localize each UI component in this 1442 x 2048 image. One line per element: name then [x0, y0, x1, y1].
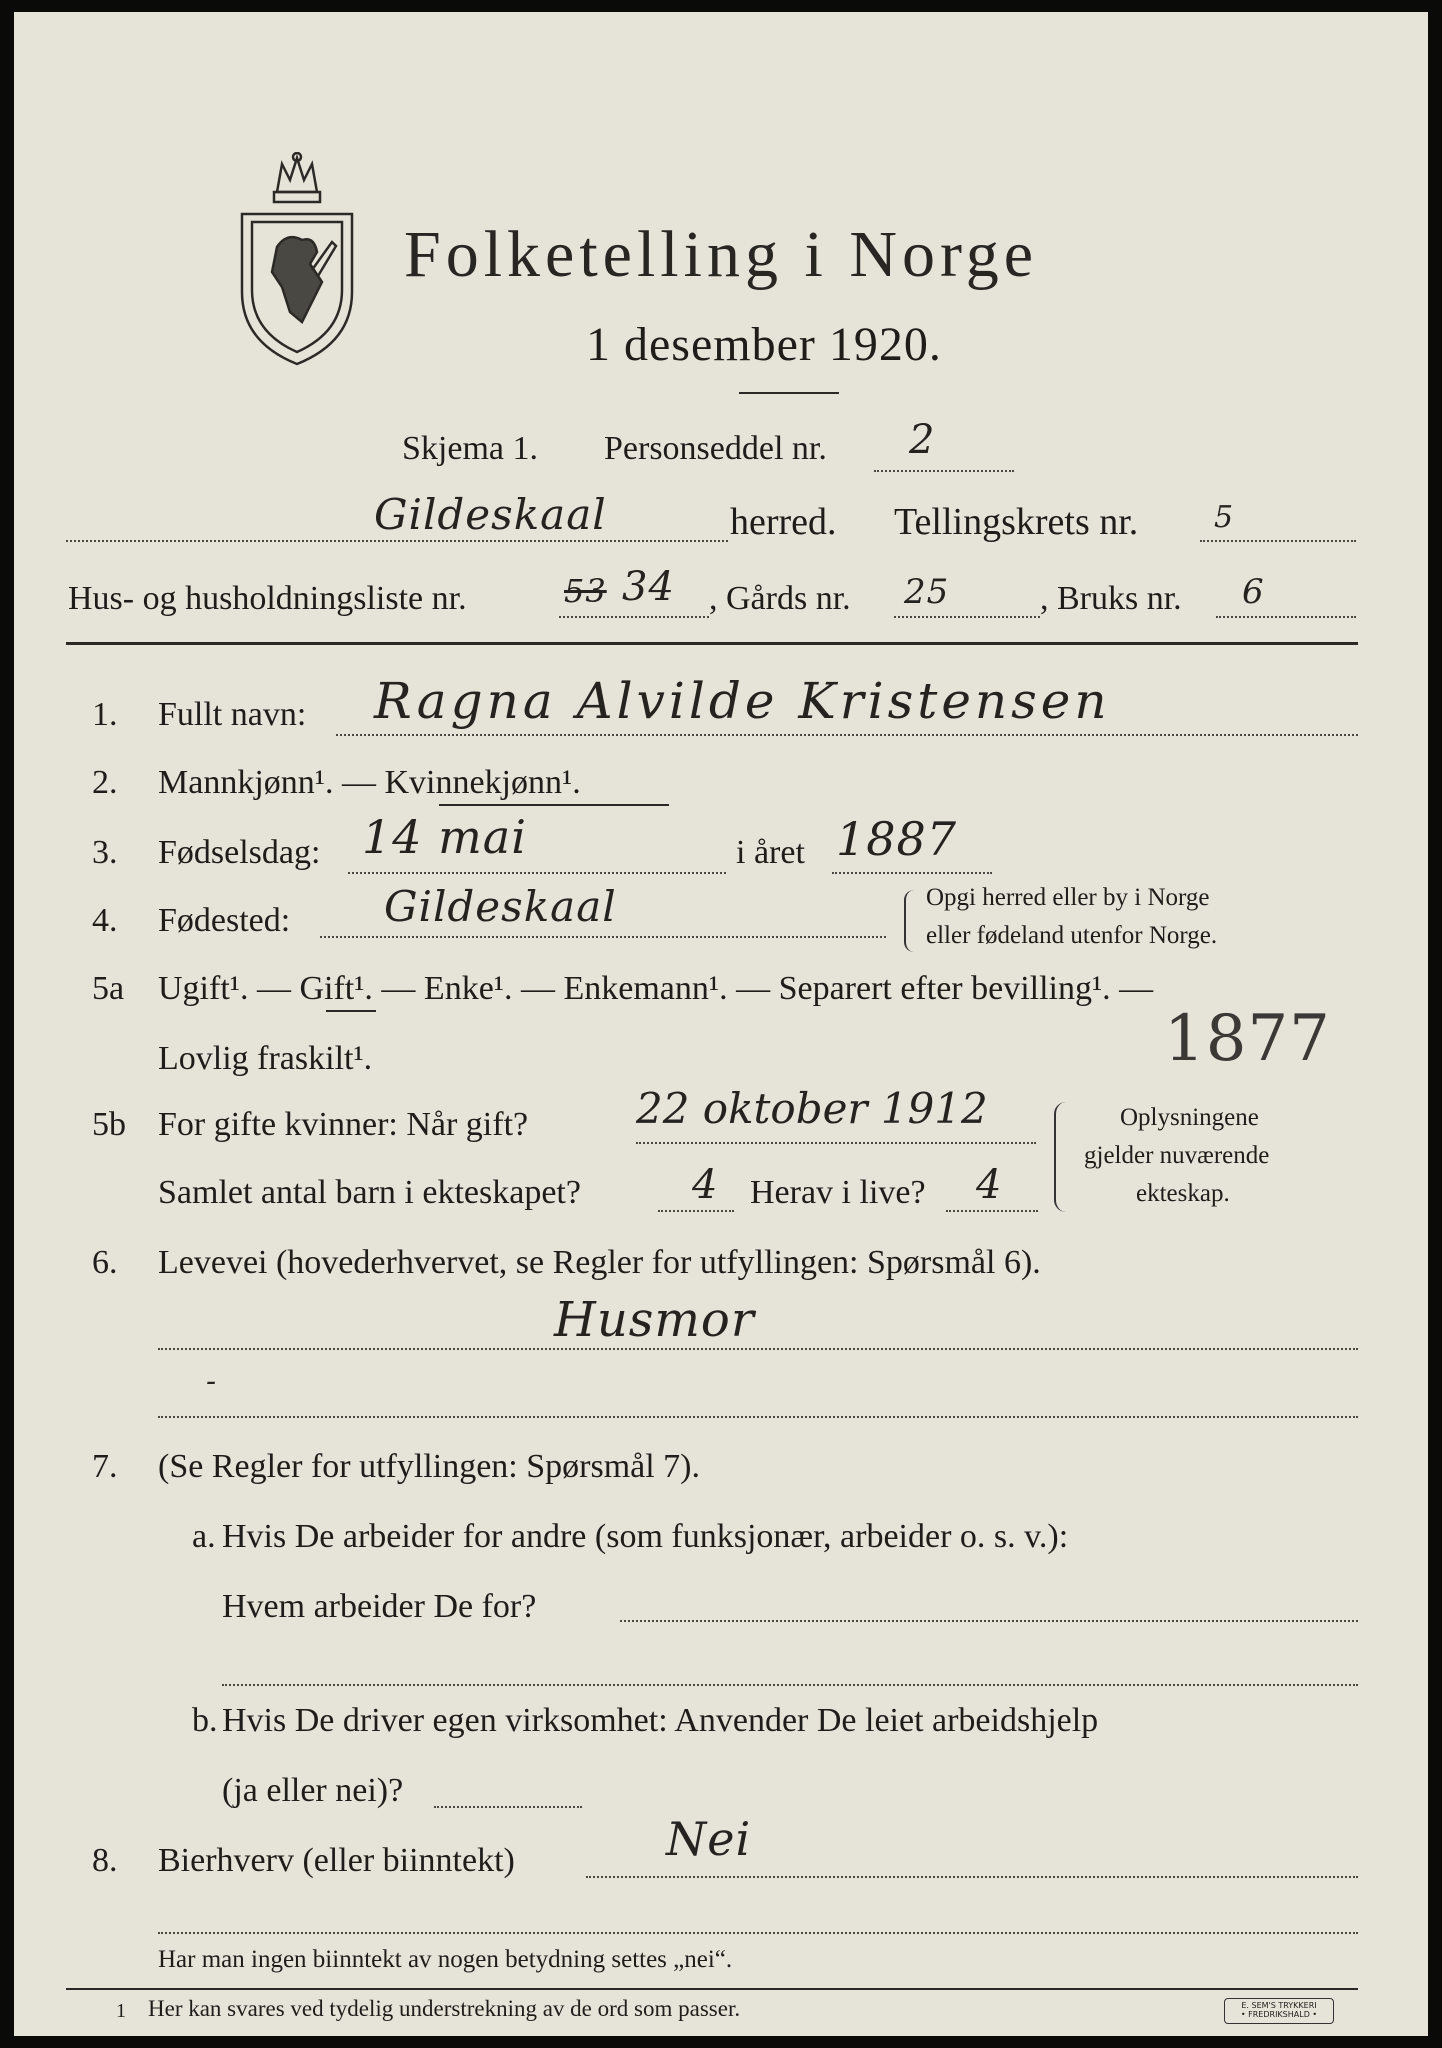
gards-label: , Gårds nr.: [709, 580, 851, 617]
marital-options-line2: Lovlig fraskilt¹.: [158, 1040, 373, 1077]
q5b-children-line: [658, 1210, 734, 1212]
q7a-line-2: [222, 1684, 1358, 1686]
q5b-married-line: [636, 1142, 1036, 1144]
tellingskrets-value[interactable]: 5: [1214, 500, 1235, 535]
hus-line: [559, 616, 709, 618]
q7b-answer-label: (ja eller nei)?: [222, 1772, 404, 1809]
q1-line: [336, 734, 1358, 736]
q3-number: 3.: [92, 834, 118, 871]
q3-year-label: i året: [736, 834, 805, 871]
gender-selected-underline: [439, 804, 669, 806]
q5b-brace: [1054, 1102, 1066, 1212]
hus-value[interactable]: 34: [622, 564, 675, 610]
gards-line: [894, 616, 1040, 618]
gender-options: Mannkjønn¹. — Kvinnekjønn¹.: [158, 764, 581, 801]
q7a-number: a.: [192, 1518, 216, 1555]
footer-rule: [66, 1988, 1358, 1990]
q4-line: [320, 936, 886, 938]
q5b-living-line: [946, 1210, 1038, 1212]
hus-label: Hus- og husholdningsliste nr.: [68, 580, 467, 617]
census-form-page: [14, 12, 1428, 2036]
footer-note: Har man ingen biinntekt av nogen betydning settes „nei“.: [158, 1946, 733, 1973]
q6-line-1: [158, 1348, 1358, 1350]
q6-line-2: [158, 1416, 1358, 1418]
q4-note-1: Opgi herred eller by i Norge: [926, 884, 1210, 911]
q7-label: (Se Regler for utfyllingen: Spørsmål 7).: [158, 1448, 701, 1485]
q7b-text: Hvis De driver egen virksomhet: Anvender De leiet arbeidshjelp: [222, 1702, 1099, 1739]
full-name-value[interactable]: Ragna Alvilde Kristensen: [374, 672, 1111, 730]
q5b-note-3: ekteskap.: [1136, 1180, 1230, 1207]
q3-day-line: [348, 872, 726, 874]
q7a-employer-label: Hvem arbeider De for?: [222, 1588, 537, 1625]
bruks-line: [1216, 616, 1356, 618]
q8-label: Bierhverv (eller biinntekt): [158, 1842, 515, 1879]
bruks-value[interactable]: 6: [1242, 572, 1265, 612]
personseddel-label: Personseddel nr.: [604, 430, 827, 467]
q7a-text: Hvis De arbeider for andre (som funksjonær, arbeider o. s. v.):: [222, 1518, 1069, 1555]
printer-name: E. SEM'S TRYKKERI: [1241, 2001, 1317, 2010]
q8-line-2: [158, 1932, 1358, 1934]
q7b-line: [434, 1806, 582, 1808]
q4-label: Fødested:: [158, 902, 291, 939]
children-living-value[interactable]: 4: [976, 1162, 1003, 1208]
q5a-number: 5a: [92, 970, 125, 1007]
occupation-value-2: -: [206, 1364, 218, 1399]
q5b-note-2: gjelder nuværende: [1084, 1142, 1270, 1169]
q6-label: Levevei (hovederhvervet, se Regler for utfyllingen: Spørsmål 6).: [158, 1244, 1041, 1281]
herred-label: herred.: [730, 501, 837, 543]
hus-value-struck: 53: [564, 572, 607, 610]
q4-note-2: eller fødeland utenfor Norge.: [926, 922, 1218, 949]
tellingskrets-label: Tellingskrets nr.: [894, 501, 1139, 543]
title-divider: [739, 392, 839, 394]
q3-year-line: [832, 872, 992, 874]
q7-number: 7.: [92, 1448, 118, 1485]
q6-number: 6.: [92, 1244, 118, 1281]
birthplace-value[interactable]: Gildeskaal: [384, 882, 617, 931]
married-selected-underline: [326, 1010, 376, 1012]
q4-brace: [904, 890, 914, 952]
q5b-note-1: Oplysningene: [1120, 1104, 1259, 1131]
q5b-children-label: Samlet antal barn i ekteskapet?: [158, 1174, 581, 1211]
q5b-married-label: For gifte kvinner: Når gift?: [158, 1106, 529, 1143]
gards-value[interactable]: 25: [904, 572, 950, 612]
q7b-number: b.: [192, 1702, 218, 1739]
q4-number: 4.: [92, 902, 118, 939]
margin-note-year: 1877: [1164, 1002, 1331, 1076]
marital-options: Ugift¹. — Gift¹. — Enke¹. — Enkemann¹. — Separert efter bevilling¹. —: [158, 970, 1154, 1007]
bruks-label: , Bruks nr.: [1040, 580, 1182, 617]
q1-label: Fullt navn:: [158, 696, 307, 733]
printer-city: • FREDRIKSHALD •: [1240, 2010, 1318, 2019]
form-title: Folketelling i Norge: [404, 218, 1039, 291]
herred-value[interactable]: Gildeskaal: [374, 490, 607, 539]
q2-number: 2.: [92, 764, 118, 801]
printer-mark: [1224, 1998, 1334, 2024]
footnote-number: 1: [116, 2000, 126, 2022]
marriage-date-value[interactable]: 22 oktober 1912: [636, 1084, 988, 1133]
q5b-number: 5b: [92, 1106, 126, 1143]
side-income-value[interactable]: Nei: [666, 1812, 752, 1866]
q1-number: 1.: [92, 696, 118, 733]
census-date: 1 desember 1920.: [586, 318, 942, 371]
coat-of-arms-norway-icon: [232, 152, 362, 367]
q8-line-1: [586, 1876, 1358, 1878]
birth-year-value[interactable]: 1887: [836, 812, 958, 866]
header-rule: [66, 642, 1358, 645]
occupation-value[interactable]: Husmor: [554, 1292, 755, 1348]
footnote-text: Her kan svares ved tydelig understrekning av de ord som passer.: [148, 1996, 741, 2021]
q5b-living-label: Herav i live?: [750, 1174, 926, 1211]
skjema-label: Skjema 1.: [402, 430, 538, 467]
personseddel-line: [874, 470, 1014, 472]
q3-label: Fødselsdag:: [158, 834, 321, 871]
q7a-line-1: [620, 1620, 1358, 1622]
q8-number: 8.: [92, 1842, 118, 1879]
birthday-value[interactable]: 14 mai: [362, 810, 527, 864]
tellingskrets-line: [1200, 540, 1356, 542]
children-count-value[interactable]: 4: [692, 1162, 719, 1208]
personseddel-value[interactable]: 2: [909, 417, 936, 463]
herred-line: [66, 540, 728, 542]
